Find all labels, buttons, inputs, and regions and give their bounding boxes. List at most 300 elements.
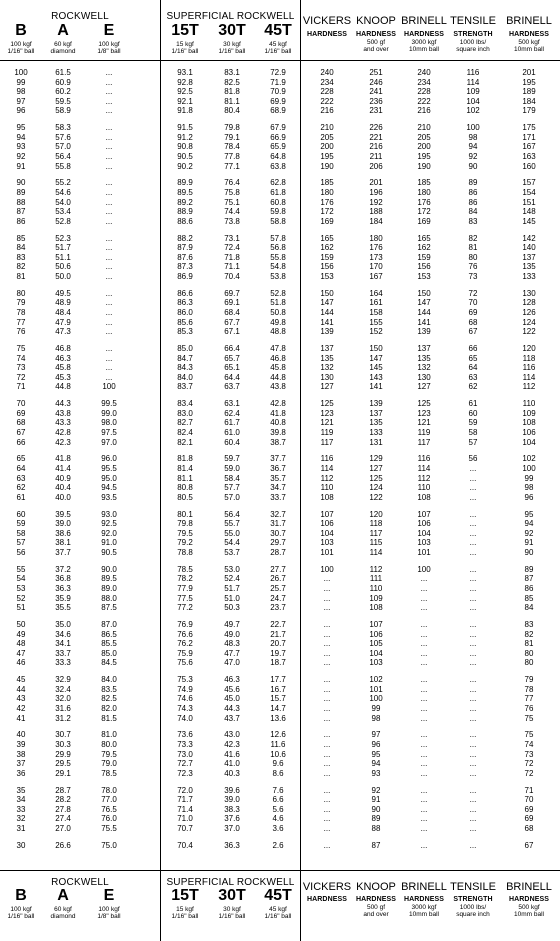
rockwell-group-label: ROCKWELL <box>51 877 109 888</box>
table-row <box>0 106 560 115</box>
knoop-cell: 192 <box>369 197 383 207</box>
brinell-3000-cell: 147 <box>417 298 431 308</box>
rockwell-b-cell: 98 <box>16 87 26 97</box>
table-row <box>0 630 560 639</box>
rockwell-e-cell: 87.5 <box>101 603 117 613</box>
vickers-cell: 107 <box>320 509 334 519</box>
superficial-30t-cell: 43.7 <box>224 713 240 723</box>
vickers-cell: ... <box>323 648 331 658</box>
brinell-3000-cell: ... <box>420 785 428 795</box>
vickers-cell: ... <box>323 704 331 713</box>
knoop-cell: 161 <box>369 298 383 308</box>
vickers-cell: 106 <box>320 519 334 529</box>
superficial-15t-cell: 71.7 <box>177 795 193 805</box>
superficial-15t-cell: 79.8 <box>177 519 193 529</box>
superficial-15t-cell: 75.3 <box>177 675 193 685</box>
superficial-15t-cell: 83.4 <box>177 399 193 409</box>
rockwell-a-cell: 39.5 <box>55 509 71 519</box>
rockwell-a-cell: 39.0 <box>55 519 71 529</box>
rockwell-a-cell: 47.9 <box>55 317 71 327</box>
tensile-cell: 109 <box>466 87 480 97</box>
rockwell-e-cell: 92.5 <box>101 519 117 529</box>
superficial-45t-cell: 9.6 <box>272 759 284 769</box>
brinell-load: 3000 kgf <box>411 904 437 911</box>
superficial-45t-cell: 49.8 <box>270 317 286 327</box>
knoop-cell: 167 <box>369 272 383 281</box>
col-e-letter: E <box>103 22 115 39</box>
rockwell-b-cell: 46 <box>16 658 26 668</box>
rockwell-b-cell: 91 <box>16 161 26 171</box>
superficial-30t-cell: 83.1 <box>224 68 240 77</box>
vickers-cell: ... <box>323 824 331 833</box>
rockwell-b-cell: 97 <box>16 96 26 106</box>
rockwell-e-cell: ... <box>105 178 113 188</box>
tensile-cell: ... <box>469 492 477 502</box>
superficial-45t-cell: 70.9 <box>270 87 286 97</box>
vickers-cell: 159 <box>320 252 334 262</box>
vickers-cell: 117 <box>320 437 334 447</box>
vickers-cell: 172 <box>320 207 334 217</box>
table-row <box>0 464 560 473</box>
rockwell-e-cell: 78.5 <box>101 768 117 778</box>
brinell-3000-cell: 107 <box>417 509 431 519</box>
rockwell-e-cell: 93.0 <box>101 509 117 519</box>
superficial-30t-cell: 73.8 <box>224 216 240 226</box>
brinell-500-cell: 67 <box>524 840 534 850</box>
table-header-top <box>0 8 560 66</box>
knoop-range: and over <box>363 911 389 918</box>
brinell-500-cell: 78 <box>524 684 534 694</box>
superficial-15t-cell: 88.6 <box>177 216 193 226</box>
rockwell-a-cell: 29.9 <box>55 749 71 759</box>
brinell-500-cell: 142 <box>522 233 536 243</box>
rockwell-b-cell: 52 <box>16 593 26 603</box>
superficial-45t-cell: 50.8 <box>270 308 286 317</box>
brinell-label: BRINELL <box>401 15 447 27</box>
tensile-strength-label: STRENGTH <box>453 31 493 38</box>
superficial-30t-cell: 69.7 <box>224 288 240 298</box>
table-row <box>0 308 560 317</box>
rockwell-a-cell: 41.8 <box>55 454 71 464</box>
vickers-cell: ... <box>323 785 331 795</box>
table-row <box>0 418 560 427</box>
superficial-30t-cell: 79.8 <box>224 123 240 133</box>
table-row <box>0 97 560 106</box>
brinell-500-cell: 128 <box>522 298 536 308</box>
brinell-3000-cell: 172 <box>417 207 431 217</box>
superficial-30t-cell: 39.0 <box>224 795 240 805</box>
tensile-cell: 102 <box>466 106 480 116</box>
table-row <box>0 649 560 658</box>
rockwell-b-cell: 80 <box>16 288 26 298</box>
brinell-500-cell: 90 <box>524 548 534 557</box>
rockwell-e-cell: 100 <box>102 382 116 392</box>
vickers-label: VICKERS <box>302 881 352 893</box>
superficial-30t-cell: 52.4 <box>224 574 240 584</box>
rockwell-b-cell: 99 <box>16 77 26 87</box>
superficial-15t-cell: 72.7 <box>177 759 193 769</box>
superficial-15t-cell: 72.0 <box>177 785 193 795</box>
superficial-30t-cell: 38.3 <box>224 804 240 814</box>
tensile-cell: ... <box>469 694 477 704</box>
superficial-45t-cell: 33.7 <box>270 492 286 502</box>
brinell-3000-cell: 106 <box>417 519 431 529</box>
rockwell-a-cell: 61.5 <box>55 68 71 77</box>
brinell-3000-cell: 234 <box>417 77 431 87</box>
rockwell-b-cell: 73 <box>16 363 26 373</box>
rockwell-a-cell: 54.6 <box>55 188 71 197</box>
knoop-cell: 104 <box>369 648 383 658</box>
brinell-500-cell: 91 <box>524 538 534 548</box>
rockwell-e-cell: ... <box>105 96 113 106</box>
col-a-letter: A <box>57 887 69 904</box>
superficial-45t-cell: 16.7 <box>270 684 286 694</box>
rockwell-e-cell: ... <box>105 308 113 317</box>
knoop-cell: 231 <box>369 106 383 116</box>
knoop-cell: 133 <box>369 428 383 437</box>
tensile-cell: ... <box>469 629 477 639</box>
tensile-cell: 67 <box>468 327 478 337</box>
table-row <box>0 162 560 171</box>
rockwell-b-cell: 87 <box>16 207 26 217</box>
superficial-45t-cell: 35.7 <box>270 473 286 483</box>
rockwell-e-cell: ... <box>105 132 113 142</box>
rockwell-a-cell: 44.8 <box>55 382 71 392</box>
rockwell-e-cell: ... <box>105 142 113 152</box>
superficial-30t-cell: 63.1 <box>224 399 240 409</box>
rockwell-a-cell: 42.3 <box>55 437 71 447</box>
table-row <box>0 704 560 713</box>
vickers-cell: ... <box>323 840 331 850</box>
knoop-cell: 147 <box>369 353 383 363</box>
brinell-500-cell: 154 <box>522 188 536 197</box>
vickers-cell: ... <box>323 620 331 629</box>
brinell-3000-cell: 114 <box>417 464 431 473</box>
table-row <box>0 594 560 603</box>
rockwell-e-cell: 77.0 <box>101 795 117 805</box>
brinell-3000-cell: 119 <box>417 428 431 437</box>
tensile-unit2: square inch <box>456 911 490 918</box>
brinell-3000-cell: ... <box>420 759 428 769</box>
brinell-3000-cell: ... <box>420 593 428 603</box>
superficial-45t-cell: 63.8 <box>270 161 286 171</box>
superficial-15t-cell: 85.3 <box>177 327 193 337</box>
vickers-cell: ... <box>323 603 331 613</box>
tensile-cell: ... <box>469 824 477 833</box>
vickers-cell: 195 <box>320 152 334 161</box>
brinell-3000-cell: 153 <box>417 272 431 281</box>
brinell-500-cell: 87 <box>524 574 534 584</box>
rockwell-a-cell: 33.7 <box>55 648 71 658</box>
brinell-500-cell: 163 <box>522 152 536 161</box>
rockwell-a-cell: 27.4 <box>55 814 71 824</box>
tensile-cell: 64 <box>468 363 478 373</box>
table-row <box>0 694 560 703</box>
knoop-cell: 115 <box>369 538 383 548</box>
vickers-cell: 114 <box>320 464 334 473</box>
superficial-45t-cell: 40.8 <box>270 418 286 428</box>
brinell-500-cell: 82 <box>524 629 534 639</box>
knoop-cell: 141 <box>369 382 383 392</box>
superficial-15t-cell: 76.9 <box>177 620 193 629</box>
superficial-15t-cell: 89.5 <box>177 188 193 197</box>
table-row <box>0 382 560 391</box>
superficial-45t-cell: 23.7 <box>270 603 286 613</box>
superficial-15t-cell: 80.8 <box>177 483 193 493</box>
brinell-3000-cell: 100 <box>417 564 431 574</box>
rockwell-b-cell: 45 <box>16 675 26 685</box>
rockwell-a-cell: 37.7 <box>55 548 71 557</box>
brinell-3000-cell: 165 <box>417 233 431 243</box>
superficial-30t-cell: 65.7 <box>224 353 240 363</box>
rockwell-e-cell: 75.0 <box>101 840 117 850</box>
superficial-30t-cell: 61.7 <box>224 418 240 428</box>
superficial-45t-cell: 39.8 <box>270 428 286 437</box>
table-row <box>0 824 560 833</box>
rockwell-a-cell: 43.8 <box>55 408 71 418</box>
brinell-3000-cell: 185 <box>417 178 431 188</box>
tensile-cell: 81 <box>468 243 478 253</box>
brinell-3000-cell: ... <box>420 814 428 824</box>
rockwell-b-cell: 30 <box>16 840 26 850</box>
knoop-cell: 102 <box>369 675 383 685</box>
knoop-cell: 89 <box>371 814 381 824</box>
rockwell-e-cell: 78.0 <box>101 785 117 795</box>
brinell-3000-cell: 132 <box>417 363 431 373</box>
rockwell-b-cell: 33 <box>16 804 26 814</box>
brinell-3000-cell: 205 <box>417 132 431 142</box>
rockwell-a-cell: 40.0 <box>55 492 71 502</box>
rockwell-e-cell: 95.0 <box>101 473 117 483</box>
tensile-cell: ... <box>469 704 477 713</box>
superficial-45t-cell: 8.6 <box>272 768 284 778</box>
superficial-15t-cell: 86.6 <box>177 288 193 298</box>
superficial-30t-cell: 50.3 <box>224 603 240 613</box>
rockwell-e-cell: ... <box>105 243 113 253</box>
brinell-500-cell: 72 <box>524 759 534 769</box>
superficial-15t-cell: 83.7 <box>177 382 193 392</box>
superficial-30t-cell: 63.7 <box>224 382 240 392</box>
tensile-cell: 104 <box>466 96 480 106</box>
rockwell-e-cell: ... <box>105 233 113 243</box>
tensile-cell: ... <box>469 740 477 749</box>
brinell-3000-cell: 110 <box>417 483 431 493</box>
vickers-cell: 190 <box>320 161 334 171</box>
superficial-45t-cell: 55.8 <box>270 252 286 262</box>
brinell-3000-cell: 176 <box>417 197 431 207</box>
rockwell-b-cell: 42 <box>16 704 26 713</box>
superficial-45t-cell: 17.7 <box>270 675 286 685</box>
tensile-strength-label: STRENGTH <box>453 896 493 903</box>
rockwell-a-cell: 50.0 <box>55 272 71 281</box>
brinell-500-cell: 70 <box>524 795 534 805</box>
rockwell-b-cell: 76 <box>16 327 26 337</box>
col-e-load: 100 kgf <box>98 41 120 48</box>
knoop-cell: 106 <box>369 629 383 639</box>
superficial-30t-cell: 64.4 <box>224 372 240 382</box>
superficial-45t-cell: 60.8 <box>270 197 286 207</box>
brinell-3000-cell: 228 <box>417 87 431 97</box>
brinell-3000-cell: 121 <box>417 418 431 428</box>
knoop-cell: 137 <box>369 408 383 418</box>
vickers-cell: ... <box>323 684 331 694</box>
brinell-3000-cell: ... <box>420 704 428 713</box>
rockwell-e-cell: 98.0 <box>101 418 117 428</box>
superficial-15t-cell: 75.6 <box>177 658 193 668</box>
superficial-30t-cell: 62.4 <box>224 408 240 418</box>
knoop-hardness-label: HARDNESS <box>355 31 397 38</box>
col-15t-indenter: 1/16" ball <box>171 48 199 55</box>
knoop-cell: 173 <box>369 252 383 262</box>
brinell-500-cell: 175 <box>522 123 536 133</box>
rockwell-e-cell: 81.5 <box>101 713 117 723</box>
rockwell-e-cell: 94.5 <box>101 483 117 493</box>
superficial-15t-cell: 78.8 <box>177 548 193 557</box>
superficial-45t-cell: 6.6 <box>272 795 284 805</box>
table-row <box>0 675 560 684</box>
vickers-cell: 119 <box>320 428 334 437</box>
superficial-30t-cell: 72.4 <box>224 243 240 253</box>
rockwell-e-cell: 81.0 <box>101 730 117 740</box>
superficial-45t-cell: 4.6 <box>272 814 284 824</box>
tensile-cell: 114 <box>466 77 480 87</box>
rockwell-b-cell: 54 <box>16 574 26 584</box>
brinell-3000-cell: ... <box>420 730 428 740</box>
superficial-15t-cell: 84.0 <box>177 372 193 382</box>
tensile-cell: ... <box>469 648 477 658</box>
brinell-500-cell: 148 <box>522 207 536 217</box>
superficial-30t-cell: 82.5 <box>224 77 240 87</box>
knoop-cell: 226 <box>369 123 383 133</box>
superficial-45t-cell: 27.7 <box>270 564 286 574</box>
rockwell-a-cell: 28.2 <box>55 795 71 805</box>
knoop-cell: 95 <box>371 749 381 759</box>
rockwell-b-cell: 39 <box>16 740 26 749</box>
rockwell-a-cell: 34.6 <box>55 629 71 639</box>
knoop-cell: 90 <box>371 804 381 814</box>
rockwell-b-cell: 82 <box>16 262 26 272</box>
tensile-label: TENSILE <box>450 15 496 27</box>
tensile-cell: ... <box>469 814 477 824</box>
superficial-30t-cell: 67.7 <box>224 317 240 327</box>
table-row <box>0 786 560 795</box>
rockwell-e-cell: ... <box>105 252 113 262</box>
knoop-cell: 145 <box>369 363 383 373</box>
rockwell-e-cell: ... <box>105 188 113 197</box>
superficial-15t-cell: 81.1 <box>177 473 193 483</box>
rockwell-b-cell: 86 <box>16 216 26 226</box>
tensile-cell: ... <box>469 840 477 850</box>
knoop-cell: 139 <box>369 399 383 409</box>
tensile-cell: 94 <box>468 142 478 152</box>
superficial-45t-cell: 14.7 <box>270 704 286 713</box>
table-row <box>0 399 560 408</box>
brinell-500-cell: 160 <box>522 161 536 171</box>
superficial-15t-cell: 91.8 <box>177 106 193 116</box>
rockwell-b-cell: 34 <box>16 795 26 805</box>
rockwell-b-cell: 83 <box>16 252 26 262</box>
brinell-500-cell: 95 <box>524 509 534 519</box>
table-row <box>0 639 560 648</box>
superficial-30t-cell: 67.1 <box>224 327 240 337</box>
tensile-cell: 70 <box>468 298 478 308</box>
superficial-30t-cell: 46.3 <box>224 675 240 685</box>
brinell-3000-cell: 103 <box>417 538 431 548</box>
vickers-cell: 176 <box>320 197 334 207</box>
knoop-cell: 180 <box>369 233 383 243</box>
vickers-cell: 135 <box>320 353 334 363</box>
knoop-cell: 94 <box>371 759 381 769</box>
rockwell-e-cell: ... <box>105 262 113 272</box>
table-row <box>0 152 560 161</box>
rockwell-a-cell: 45.8 <box>55 363 71 373</box>
rockwell-a-cell: 46.8 <box>55 344 71 353</box>
tensile-unit2: square inch <box>456 46 490 53</box>
tensile-cell: ... <box>469 675 477 685</box>
rockwell-b-cell: 64 <box>16 464 26 473</box>
superficial-15t-cell: 92.1 <box>177 96 193 106</box>
vickers-hardness-label: HARDNESS <box>306 31 348 38</box>
brinell-500-cell: 157 <box>522 178 536 188</box>
vickers-cell: ... <box>323 740 331 749</box>
knoop-range: and over <box>363 46 389 53</box>
superficial-30t-cell: 40.3 <box>224 768 240 778</box>
superficial-15t-cell: 71.4 <box>177 804 193 814</box>
knoop-cell: 114 <box>369 548 383 557</box>
tensile-cell: 72 <box>468 288 478 298</box>
brinell-500-cell: 69 <box>524 804 534 814</box>
superficial-45t-cell: 46.8 <box>270 353 286 363</box>
superficial-30t-cell: 37.6 <box>224 814 240 824</box>
brinell-500-cell: 151 <box>522 197 536 207</box>
knoop-label: KNOOP <box>356 15 396 27</box>
brinell-500-cell: 99 <box>524 473 534 483</box>
superficial-45t-cell: 42.8 <box>270 399 286 409</box>
rockwell-b-cell: 43 <box>16 694 26 704</box>
superficial-15t-cell: 76.2 <box>177 639 193 649</box>
tensile-cell: 83 <box>468 216 478 226</box>
knoop-cell: 155 <box>369 317 383 327</box>
brinell-3000-cell: 101 <box>417 548 431 557</box>
superficial-30t-cell: 39.6 <box>224 785 240 795</box>
vickers-cell: 127 <box>320 382 334 392</box>
rockwell-e-cell: ... <box>105 216 113 226</box>
rockwell-b-cell: 68 <box>16 418 26 428</box>
superficial-15t-cell: 77.2 <box>177 603 193 613</box>
rockwell-b-cell: 90 <box>16 178 26 188</box>
vickers-cell: ... <box>323 639 331 649</box>
superficial-45t-cell: 32.7 <box>270 509 286 519</box>
table-row <box>0 68 560 77</box>
brinell-3000-cell: ... <box>420 629 428 639</box>
superficial-15t-cell: 71.0 <box>177 814 193 824</box>
rockwell-e-cell: ... <box>105 327 113 337</box>
table-row <box>0 344 560 353</box>
rockwell-b-cell: 74 <box>16 353 26 363</box>
brinell-500-cell: 85 <box>524 593 534 603</box>
knoop-cell: 164 <box>369 288 383 298</box>
col-15t-load: 15 kgf <box>176 41 194 48</box>
brinell-500-cell: 124 <box>522 317 536 327</box>
brinell-3000-cell: ... <box>420 694 428 704</box>
brinell-500-cell: 167 <box>522 142 536 152</box>
rockwell-b-cell: 67 <box>16 428 26 437</box>
rockwell-e-cell: ... <box>105 197 113 207</box>
knoop-cell: 99 <box>371 704 381 713</box>
col-30t-indenter: 1/16" ball <box>218 48 246 55</box>
rockwell-a-cell: 38.1 <box>55 538 71 548</box>
knoop-cell: 196 <box>369 188 383 197</box>
